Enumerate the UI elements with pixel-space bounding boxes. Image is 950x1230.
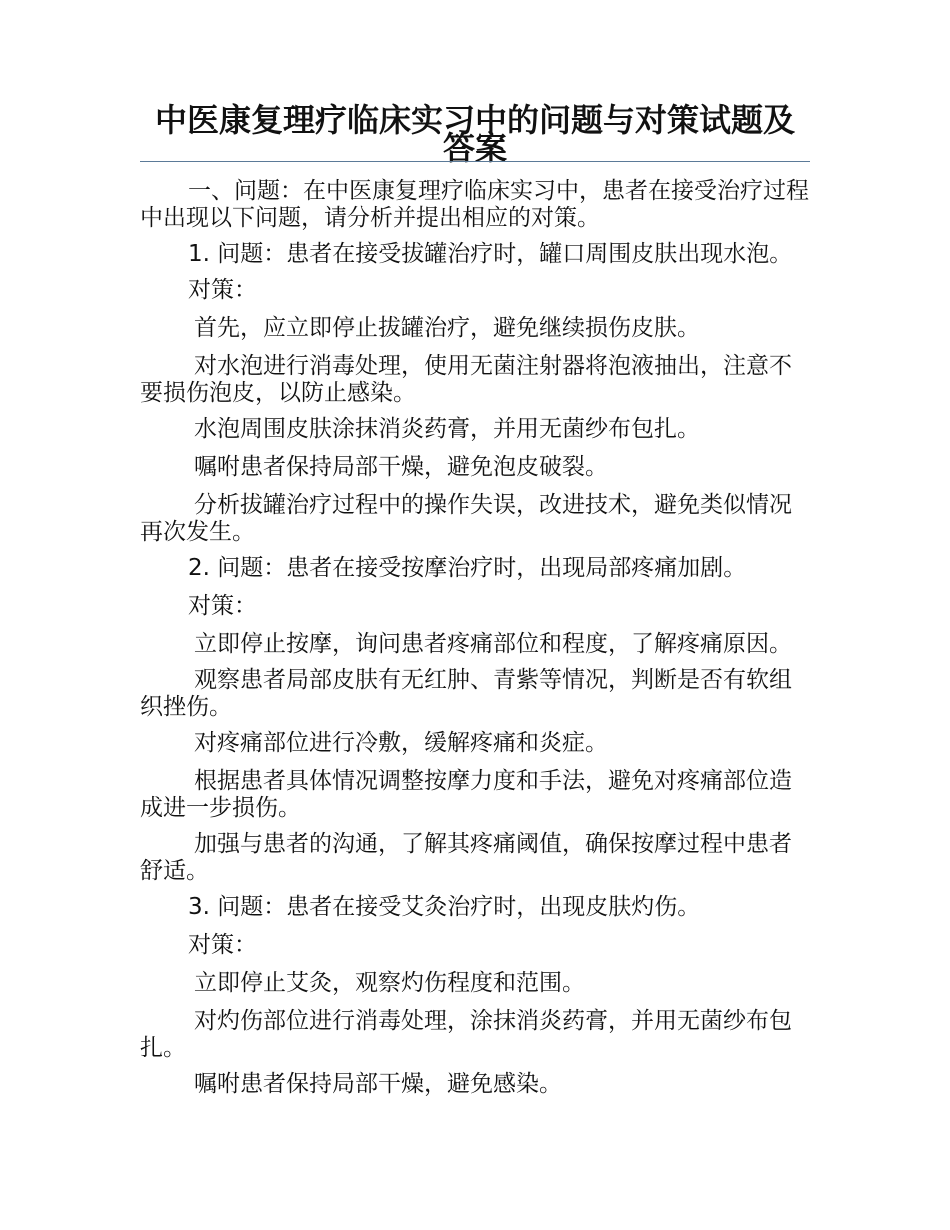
- paragraph-question-2: 2. 问题：患者在接受按摩治疗时，出现局部疼痛加剧。: [188, 555, 747, 581]
- paragraph-step: 对灼伤部位进行消毒处理，涂抹消炎药膏，并用无菌纱布包扎。: [140, 1008, 792, 1061]
- paragraph-question-1: 1. 问题：患者在接受拔罐治疗时，罐口周围皮肤出现水泡。: [188, 241, 793, 267]
- paragraph-question-3: 3. 问题：患者在接受艾灸治疗时，出现皮肤灼伤。: [188, 894, 701, 920]
- paragraph-step: 立即停止按摩，询问患者疼痛部位和程度，了解疼痛原因。: [194, 631, 792, 657]
- paragraph-step: 嘱咐患者保持局部干燥，避免感染。: [194, 1071, 562, 1097]
- document-body: [140, 178, 810, 1109]
- paragraph-step: 分析拔罐治疗过程中的操作失误，改进技术，避免类似情况再次发生。: [140, 492, 792, 545]
- document-title: 中医康复理疗临床实习中的问题与对策试题及答案: [154, 101, 795, 167]
- paragraph-countermeasure-label: 对策：: [188, 593, 257, 619]
- paragraph-step: 水泡周围皮肤涂抹消炎药膏，并用无菌纱布包扎。: [194, 416, 700, 442]
- paragraph-step: 立即停止艾灸，观察灼伤程度和范围。: [194, 970, 585, 996]
- title-underline: [140, 161, 810, 162]
- paragraph-step: 加强与患者的沟通，了解其疼痛阈值，确保按摩过程中患者舒适。: [140, 831, 792, 884]
- paragraph-step: 嘱咐患者保持局部干燥，避免泡皮破裂。: [194, 454, 608, 480]
- paragraph-step: 对水泡进行消毒处理，使用无菌注射器将泡液抽出，注意不要损伤泡皮，以防止感染。: [140, 353, 792, 406]
- paragraph-countermeasure-label: 对策：: [188, 277, 257, 303]
- paragraph-intro: 一、问题：在中医康复理疗临床实习中，患者在接受治疗过程中出现以下问题，请分析并提出相应的对策。: [140, 178, 809, 231]
- paragraph-step: 首先，应立即停止拔罐治疗，避免继续损伤皮肤。: [194, 315, 700, 341]
- paragraph-step: 对疼痛部位进行冷敷，缓解疼痛和炎症。: [194, 730, 608, 756]
- paragraph-step: 观察患者局部皮肤有无红肿、青紫等情况，判断是否有软组织挫伤。: [140, 667, 792, 720]
- paragraph-countermeasure-label: 对策：: [188, 932, 257, 958]
- paragraph-step: 根据患者具体情况调整按摩力度和手法，避免对疼痛部位造成进一步损伤。: [140, 768, 792, 821]
